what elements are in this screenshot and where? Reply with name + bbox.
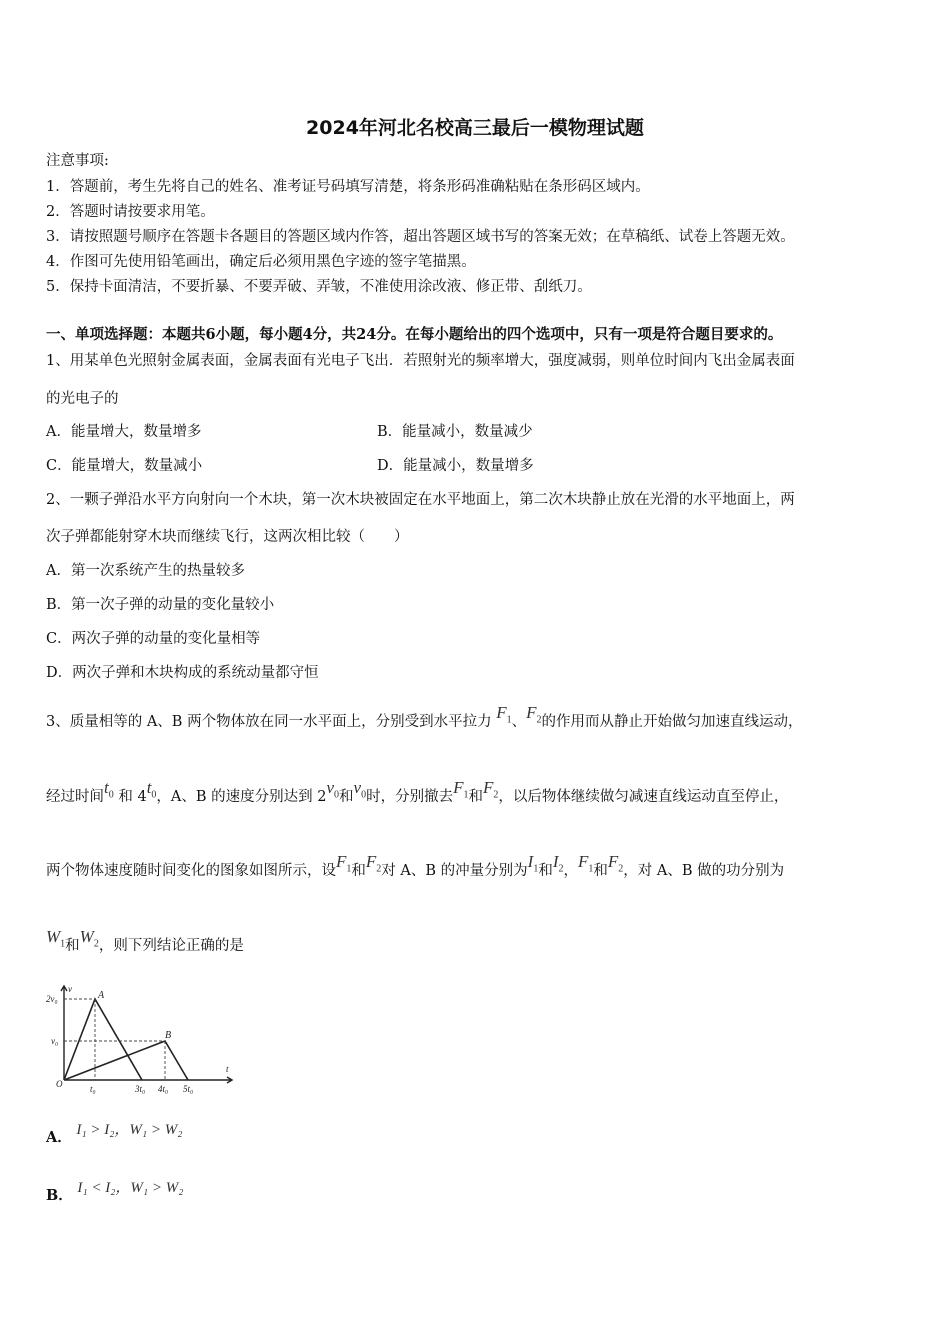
point-b-label: B: [165, 1030, 172, 1041]
q1-option-d: D．能量减小，数量增多: [377, 458, 534, 474]
symbol-F2: $F_2$: [482, 778, 499, 801]
q2-option-a: A．第一次系统产生的热量较多: [46, 563, 245, 579]
question-2-stem-cont: 次子弹都能射穿木块而继续飞行，这两次相比较（ ）: [46, 529, 409, 545]
symbol-I1: $I_1$: [527, 852, 539, 875]
line-a: [64, 999, 142, 1080]
origin-label: O: [56, 1079, 63, 1089]
notice-heading: 注意事项:: [46, 153, 109, 169]
question-1-stem-cont: 的光电子的: [46, 391, 119, 407]
notice-item: 3．请按照题号顺序在答题卡各题目的答题区域内作答，超出答题区域书写的答案无效；在草稿纸、试卷上答题无效。: [46, 229, 795, 245]
symbol-F1: $F_1$: [453, 778, 469, 801]
q2-option-d: D．两次子弹和木块构成的系统动量都守恒: [46, 665, 319, 681]
symbol-v0: $v_0$: [353, 778, 367, 801]
tick-3t0: 3t₀: [135, 1084, 146, 1094]
symbol-t0: $t_0$: [104, 778, 114, 801]
symbol-v0: $v_0$: [326, 778, 340, 801]
symbol-t0: $t_0$: [146, 778, 157, 801]
q2-option-c: C．两次子弹的动量的变化量相等: [46, 631, 261, 647]
symbol-F1: $F_1$: [496, 703, 512, 726]
symbol-I2: $I_2$: [552, 852, 564, 875]
q3-option-b: B． I₁ < I₂，W₁ > W₂: [46, 1180, 184, 1204]
question-3-line-1: 3、质量相等的 A、B 两个物体放在同一水平面上，分别受到水平拉力 $F_1$、$F_2$的作用而从静止开始做匀加速直线运动，: [46, 703, 803, 730]
notice-item: 1．答题前，考生先将自己的姓名、准考证号码填写清楚，将条形码准确粘贴在条形码区域内。: [46, 179, 650, 195]
point-a-label: A: [98, 990, 105, 1001]
symbol-W2: $W_2$: [79, 927, 99, 950]
notice-item: 2．答题时请按要求用笔。: [46, 204, 215, 220]
velocity-time-graph: [46, 982, 236, 1097]
x-axis-label: t: [226, 1064, 229, 1074]
tick-4t0: 4t₀: [158, 1084, 169, 1094]
notice-item: 4．作图可先使用铅笔画出，确定后必须用黑色字迹的签字笔描黑。: [46, 254, 476, 270]
q2-option-b: B．第一次子弹的动量的变化量较小: [46, 597, 275, 613]
page-title: 2024年河北名校高三最后一模物理试题: [306, 117, 644, 139]
symbol-F2: $F_2$: [607, 852, 624, 875]
q1-option-c: C．能量增大，数量减小: [46, 458, 203, 474]
y-axis-label: v: [68, 984, 72, 994]
question-2-stem: 2、一颗子弹沿水平方向射向一个木块，第一次木块被固定在水平地面上，第二次木块静止放在光滑的水平地面上，两: [46, 492, 795, 508]
notice-item: 5．保持卡面清洁，不要折暴、不要弄破、弄皱，不准使用涂改液、修正带、刮纸刀。: [46, 279, 592, 295]
question-3-line-4: $W_1$和$W_2$，则下列结论正确的是: [46, 927, 244, 954]
question-3-line-2: 经过时间$t_0$ 和 $4t_0$，A、B 的速度分别达到 $2v_0$和$v_0$时，分别撤去$F_1$和$F_2$，以后物体继续做匀减速直线运动直至停止，: [46, 778, 789, 805]
tick-2v0: 2v₀: [46, 994, 58, 1004]
tick-t0: t₀: [90, 1084, 96, 1094]
symbol-W1: $W_1$: [46, 927, 66, 950]
symbol-F2: $F_2$: [365, 852, 382, 875]
line-b: [64, 1041, 188, 1080]
question-3-line-3: 两个物体速度随时间变化的图象如图所示，设$F_1$和$F_2$对 A、B 的冲量分别为$I_1$和$I_2$，$F_1$和$F_2$，对 A、B 做的功分别为: [46, 852, 785, 879]
symbol-F1: $F_1$: [336, 852, 352, 875]
q1-option-b: B．能量减小，数量减少: [377, 424, 533, 440]
question-1-stem: 1、用某单色光照射金属表面，金属表面有光电子飞出．若照射光的频率增大，强度减弱，则单位时间内飞出金属表面: [46, 353, 795, 369]
symbol-F1: $F_1$: [577, 852, 594, 875]
q3-option-a: A． I₁ > I₂，W₁ > W₂: [46, 1122, 183, 1146]
tick-5t0: 5t₀: [183, 1084, 194, 1094]
symbol-F2: $F_2$: [526, 703, 542, 726]
q1-option-a: A．能量增大，数量增多: [46, 424, 202, 440]
section-heading: 一、单项选择题：本题共6小题，每小题4分，共24分。在每小题给出的四个选项中，只有一项是符合题目要求的。: [46, 326, 783, 343]
tick-v0: v₀: [51, 1036, 59, 1046]
